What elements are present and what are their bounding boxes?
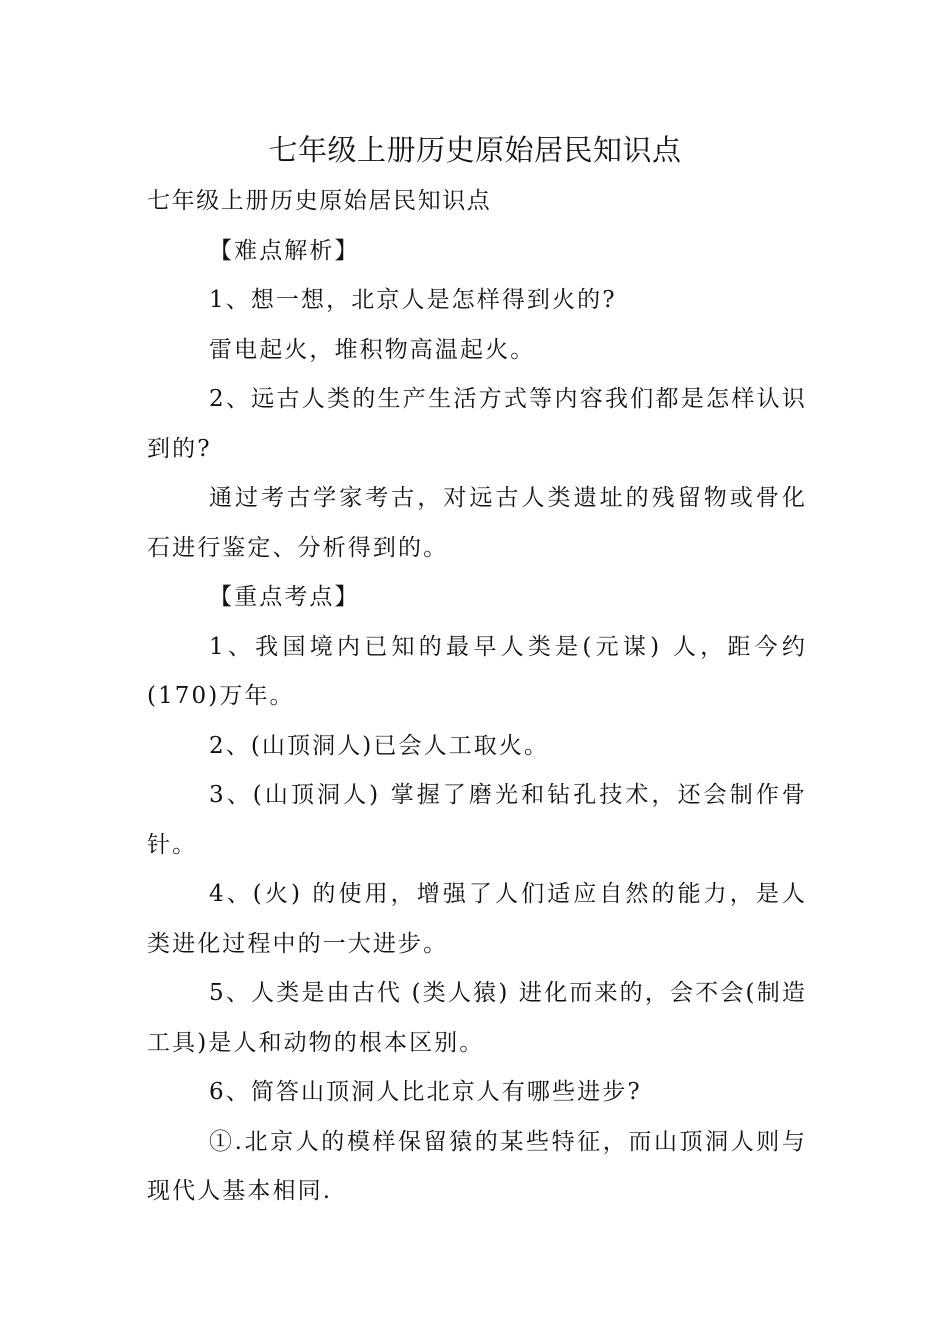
key-point-4: 4、(火) 的使用，增强了人们适应自然的能力，是人类进化过程中的一大进步。	[147, 881, 807, 957]
section-heading-key-points: 【重点考点】	[209, 584, 360, 610]
document-body	[147, 177, 807, 1217]
question-1: 1、想一想，北京人是怎样得到火的?	[209, 287, 617, 313]
section-heading-difficulties: 【难点解析】	[209, 237, 360, 264]
key-point-6: 6、简答山顶洞人比北京人有哪些进步?	[209, 1079, 642, 1105]
key-point-1: 1、我国境内已知的最早人类是(元谋) 人，距今约(170)万年。	[147, 633, 807, 709]
key-point-2: 2、(山顶洞人)已会人工取火。	[209, 732, 550, 759]
document-title: 七年级上册历史原始居民知识点	[268, 133, 682, 167]
key-point-3: 3、(山顶洞人) 掌握了磨光和钻孔技术，还会制作骨针。	[147, 782, 807, 858]
answer-2: 通过考古学家考古，对远古人类遗址的残留物或骨化石进行鉴定、分析得到的。	[147, 485, 807, 561]
document-subtitle: 七年级上册历史原始居民知识点	[147, 188, 492, 214]
key-point-6-answer-1: ①.北京人的模样保留猿的某些特征，而山顶洞人则与现代人基本相同.	[147, 1128, 807, 1204]
key-point-5: 5、人类是由古代 (类人猿) 进化而来的，会不会(制造工具)是人和动物的根本区别。	[147, 980, 807, 1056]
answer-1: 雷电起火，堆积物高温起火。	[209, 336, 536, 363]
question-2: 2、远古人类的生产生活方式等内容我们都是怎样认识到的?	[147, 386, 807, 462]
